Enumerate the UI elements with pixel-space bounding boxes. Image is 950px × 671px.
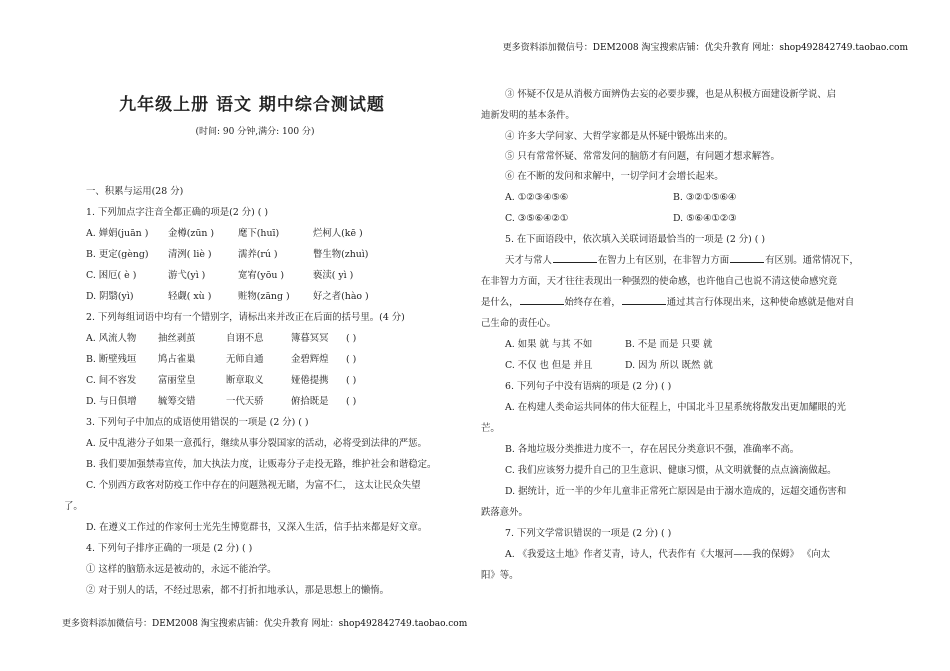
q6-option-c: C. 我们应该努力提升自己的卫生意识、健康习惯，从文明就餐的点点滴滴做起。: [505, 465, 837, 476]
fill-blank[interactable]: [730, 253, 764, 263]
header-note: 更多资料添加微信号：DEM2008 淘宝搜索店铺：优尖升教育 网址：shop492842749.taobao.com: [502, 43, 908, 53]
q2-option: 鸠占雀巢: [158, 354, 196, 365]
q2-option: A. 风流人物: [86, 333, 137, 344]
q1-option: B. 更定(gèng): [86, 249, 149, 260]
q6-option-b: B. 各地垃圾分类推进力度不一，存在居民分类意识不强，准确率不高。: [505, 444, 800, 455]
q5-passage-line: [505, 250, 859, 271]
q2-option: B. 断壁残垣: [86, 354, 137, 365]
q5-option-a: A. 如果 就 与其 不如: [505, 339, 593, 350]
fill-blank[interactable]: [622, 295, 666, 305]
answer-paren[interactable]: ( ): [346, 375, 357, 386]
q5-text: 始终存在着，: [564, 297, 621, 308]
q1-option: C. 困厄( è ): [86, 270, 137, 281]
q4-sentence-cont: 迪新发明的基本条件。: [481, 110, 575, 121]
q5-text: 有区别。通常情况下，: [765, 255, 859, 266]
q4-sentence: ② 对于别人的话，不经过思索，都不打折扣地承认，那是思想上的懒惰。: [86, 585, 389, 596]
q1-option: 亵渎( yì ): [313, 270, 354, 281]
q3-option-c: C. 个别西方政客对防疫工作中存在的问题熟视无睹，为富不仁， 这太让民众失望: [86, 480, 421, 491]
q6-option-d: D. 据统计，近一半的少年儿童非正常死亡原因是由于溺水造成的，远超交通伤害和: [505, 486, 847, 497]
q1-option: 好之者(hào ): [313, 291, 369, 302]
q1-option: D. 阴翳(yì): [86, 291, 134, 302]
q5-passage-line: 己生命的责任心。: [481, 318, 557, 329]
q3-option-c-cont: 了。: [64, 501, 83, 512]
q2-option: 富丽堂皇: [158, 375, 196, 386]
q1-option: 烂柯人(kē ): [313, 228, 363, 239]
answer-paren[interactable]: ( ): [346, 396, 357, 407]
q3-option-d: D. 在遵义工作过的作家何士光先生博览群书，又深入生活，信手拈来都是好文章。: [86, 522, 428, 533]
q2-option: 俯拾既是: [291, 396, 329, 407]
q4-sentence: ① 这样的脑筋永远是被动的，永远不能治学。: [86, 564, 277, 575]
q2-option: 无师自通: [226, 354, 264, 365]
answer-paren[interactable]: ( ): [346, 354, 357, 365]
q5-text: 通过其言行体现出来，这种使命感就是他对自: [666, 297, 855, 308]
q7-option-a-cont: 阳》等。: [481, 570, 519, 581]
q5-passage-line: [481, 292, 854, 313]
q2-option: 抽丝剥茧: [158, 333, 196, 344]
q1-option: 宽宥(yōu ): [238, 270, 285, 281]
q1-option: 麾下(huī): [238, 228, 280, 239]
question-1: 1. 下列加点字注音全都正确的项是(2 分) ( ): [86, 207, 269, 218]
q1-option: 游弋(yì ): [168, 270, 206, 281]
footer-note: 更多资料添加微信号：DEM2008 淘宝搜索店铺：优尖升教育 网址：shop492842749.taobao.com: [62, 619, 468, 629]
q7-option-a: A. 《我爱这土地》作者艾青，诗人，代表作有《大堰河——我的保姆》 《向太: [505, 549, 831, 560]
q4-sentence: ④ 许多大学问家、大哲学家都是从怀疑中锻炼出来的。: [505, 131, 733, 142]
page-subtitle: (时间: 90 分钟,满分: 100 分): [195, 127, 315, 137]
q2-option: 簿暮冥冥: [291, 333, 329, 344]
q1-option: 清洌( liè ): [168, 249, 212, 260]
q3-option-b: B. 我们要加强禁毒宣传，加大执法力度，让贩毒分子走投无路，维护社会和谐稳定。: [86, 459, 437, 470]
q2-option: 毓筹交错: [158, 396, 196, 407]
q2-option: C. 间不容发: [86, 375, 137, 386]
question-2: 2. 下列每组词语中均有一个错别字，请标出来并改正在后面的括号里。(4 分): [86, 312, 405, 323]
q5-option-c: C. 不仅 也 但是 并且: [505, 360, 593, 371]
answer-paren[interactable]: ( ): [346, 333, 357, 344]
q4-sentence: ⑥ 在不断的发问和求解中，一切学问才会增长起来。: [505, 171, 724, 182]
q5-text: 天才与常人: [505, 255, 552, 266]
q5-text: 是什么，: [481, 297, 519, 308]
section-heading: 一、积累与运用(28 分): [86, 186, 184, 197]
fill-blank[interactable]: [553, 253, 597, 263]
q2-option: 自诩不息: [226, 333, 264, 344]
q4-option-b: B. ③②①⑤⑥④: [673, 192, 737, 203]
q2-option: 断章取义: [226, 375, 264, 386]
q4-sentence: ③ 怀疑不仅是从消极方面辨伪去妄的必要步骤，也是从积极方面建设新学说、启: [505, 89, 837, 100]
q5-option-b: B. 不是 而是 只要 就: [625, 339, 713, 350]
q2-option: 一代天骄: [226, 396, 264, 407]
q6-option-a: A. 在构建人类命运共同体的伟大征程上，中国北斗卫星系统将散发出更加耀眼的光: [505, 402, 846, 413]
q2-option: 娅倦提携: [291, 375, 329, 386]
q1-option: 金樽(zūn ): [168, 228, 215, 239]
q1-option: 轻觑( xù ): [168, 291, 212, 302]
q1-option: 赃物(zāng ): [238, 291, 290, 302]
q5-passage-line: 在非智力方面，天才往往表现出一种强烈的使命感，也许他自己也说不清这使命感究竟: [481, 276, 838, 287]
question-5: 5. 在下面语段中，依次填入关联词语最恰当的一项是 (2 分) ( ): [505, 234, 766, 245]
q4-option-d: D. ⑤⑥④①②③: [673, 213, 737, 224]
q4-option-c: C. ③⑤⑥④②①: [505, 213, 569, 224]
question-6: 6. 下列句子中没有语病的项是 (2 分) ( ): [505, 381, 672, 392]
question-4: 4. 下列句子排序正确的一项是 (2 分) ( ): [86, 543, 253, 554]
fill-blank[interactable]: [520, 295, 564, 305]
q6-option-d-cont: 跌落意外。: [481, 507, 528, 518]
q4-sentence: ⑤ 只有常常怀疑、常常发问的脑筋才有问题，有问题才想求解答。: [505, 151, 780, 162]
page-title: 九年级上册 语文 期中综合测试题: [119, 95, 385, 115]
q2-option: 金碧辉煌: [291, 354, 329, 365]
question-3: 3. 下列句子中加点的成语使用错误的一项是 (2 分) ( ): [86, 417, 309, 428]
question-7: 7. 下列文学常识错误的一项是 (2 分) ( ): [505, 528, 672, 539]
q2-option: D. 与日俱增: [86, 396, 137, 407]
q4-option-a: A. ①②③④⑤⑥: [505, 192, 569, 203]
q6-option-a-cont: 芒。: [481, 423, 500, 434]
q1-option: 瞥生物(zhuì): [313, 249, 369, 260]
q5-option-d: D. 因为 所以 既然 就: [625, 360, 713, 371]
q5-text: 在智力上有区别，在非智力方面: [597, 255, 730, 266]
q1-option: A. 婵娟(juān ): [86, 228, 149, 239]
q1-option: 濡养(rú ): [238, 249, 278, 260]
q3-option-a: A. 反中乱港分子如果一意孤行，继续从事分裂国家的活动，必将受到法律的严惩。: [86, 438, 427, 449]
